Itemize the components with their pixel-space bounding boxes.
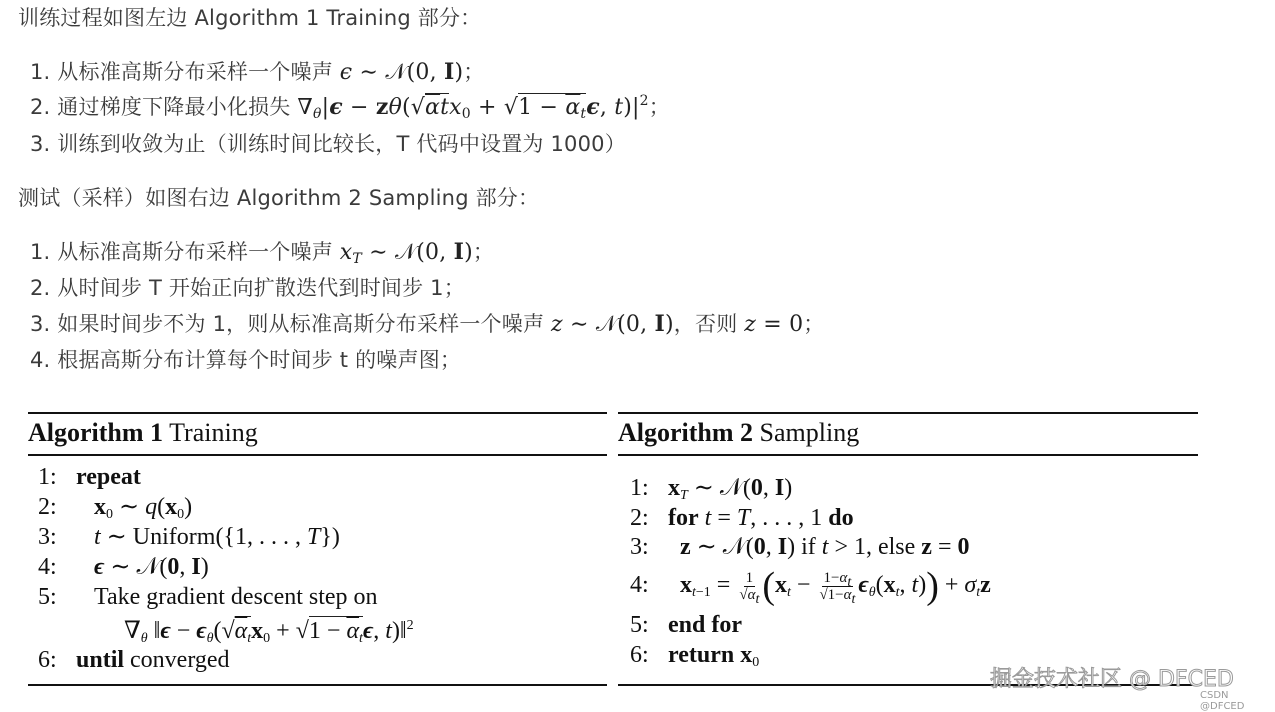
- algo2-step-1: 1: $x_T$ ∼ 𝒩(0, I): [630, 475, 793, 503]
- title-rule: [618, 454, 1198, 456]
- train-step-3: 3. 训练到收敛为止（训练时间比较长，T 代码中设置为 1000）: [30, 132, 626, 156]
- sampling-intro: 测试（采样）如图右边 Algorithm 2 Sampling 部分：: [18, 186, 540, 210]
- algo2-step-4: 4: $x_{t-1}$ = $\frac{1}{√\alpha_t}$ ($x_t$ − $\frac{1-\alpha_t}{√1-\overline{\alpha}_t}$ $\epsilon_\theta(x_t$, $t)) + \sigma_tz$: [630, 565, 991, 608]
- formula-xT-normal: $x_T$ ∼ 𝒩(0, I): [339, 239, 473, 267]
- train-step-2: 2. 通过梯度下降最小化损失 $\nabla_\theta|\epsilon - z\theta(√\alpha tx_0 + √1 - \overline{\alpha}_t\epsilon$, $t)|^2$；: [30, 93, 670, 122]
- samp-step-4: 4. 根据高斯分布计算每个时间步 t 的噪声图；: [30, 348, 462, 372]
- frac-beta-over-sqrt: $\frac{1-\alpha_t}{√1-\overline{\alpha}_t}$: [819, 570, 856, 607]
- algo1-step-6: 6: until converged: [38, 647, 230, 673]
- samp-step-2: 2. 从时间步 T 开始正向扩散迭代到时间步 1；: [30, 276, 465, 300]
- formula-z-zero: z = 0: [744, 312, 804, 337]
- algo1-step-3: 3: t ∼ Uniform({1, . . . , T}): [38, 524, 340, 550]
- formula-loss: $\nabla_\theta|\epsilon - z\theta(√\alpha tx_0 + √1 - \overline{\alpha}_t\epsilon$, $t)|^2$: [297, 93, 649, 122]
- top-rule: [618, 412, 1198, 414]
- algo2-step-5: 5: end for: [630, 612, 742, 638]
- algo1-step-5: 5: Take gradient descent step on: [38, 584, 378, 610]
- training-intro: 训练过程如图左边 Algorithm 1 Training 部分：: [18, 6, 482, 30]
- algorithm-2-box: [618, 412, 1198, 688]
- title-rule: [28, 454, 607, 456]
- formula-eps-normal: ϵ ∼ 𝒩(0, I): [339, 59, 464, 85]
- algorithm-1-box: [28, 412, 607, 688]
- algo1-step-4: 4: ϵ ∼ 𝒩(0, I): [38, 554, 209, 580]
- watermark-juejin: 掘金技术社区 @ DFCED: [990, 667, 1234, 692]
- samp-step-1: 1. 从标准高斯分布采样一个噪声 $x_T$ ∼ 𝒩(0, I)；: [30, 239, 495, 267]
- algo2-step-3: 3: z ∼ 𝒩(0, I) if t > 1, else z = 0: [630, 534, 970, 560]
- algo1-step-1: 1: repeat: [38, 464, 141, 490]
- bottom-rule: [28, 684, 607, 686]
- top-rule: [28, 412, 607, 414]
- train-step-1: 1. 从标准高斯分布采样一个噪声 ϵ ∼ 𝒩(0, I)；: [30, 59, 485, 85]
- algo2-step-6: 6: return $x_0$: [630, 642, 760, 670]
- algorithm-2-title: Algorithm 2 Sampling: [618, 418, 860, 447]
- algo2-step-2: 2: for t = T, . . . , 1 do: [630, 505, 854, 531]
- formula-z-normal: z ∼ 𝒩(0, I): [551, 311, 674, 337]
- algorithm-1-title: Algorithm 1 Training: [28, 418, 258, 447]
- algo1-gradient-formula: $\nabla_\theta$ ‖ϵ − $\epsilon_\theta(√\alpha_tx_0 + √1 - \overline{\alpha}_t\epsilon$, t)‖$^2$: [124, 618, 414, 646]
- watermark-csdn: CSDN @DFCED: [1200, 690, 1245, 712]
- samp-step-3: 3. 如果时间步不为 1，则从标准高斯分布采样一个噪声 z ∼ 𝒩(0, I)，否则 z = 0；: [30, 311, 825, 337]
- frac-inv-sqrt-alpha: $\frac{1}{√\alpha_t}$: [739, 570, 760, 607]
- algo1-step-2: 2: $x_0$ ∼ $q(x_0)$: [38, 494, 193, 522]
